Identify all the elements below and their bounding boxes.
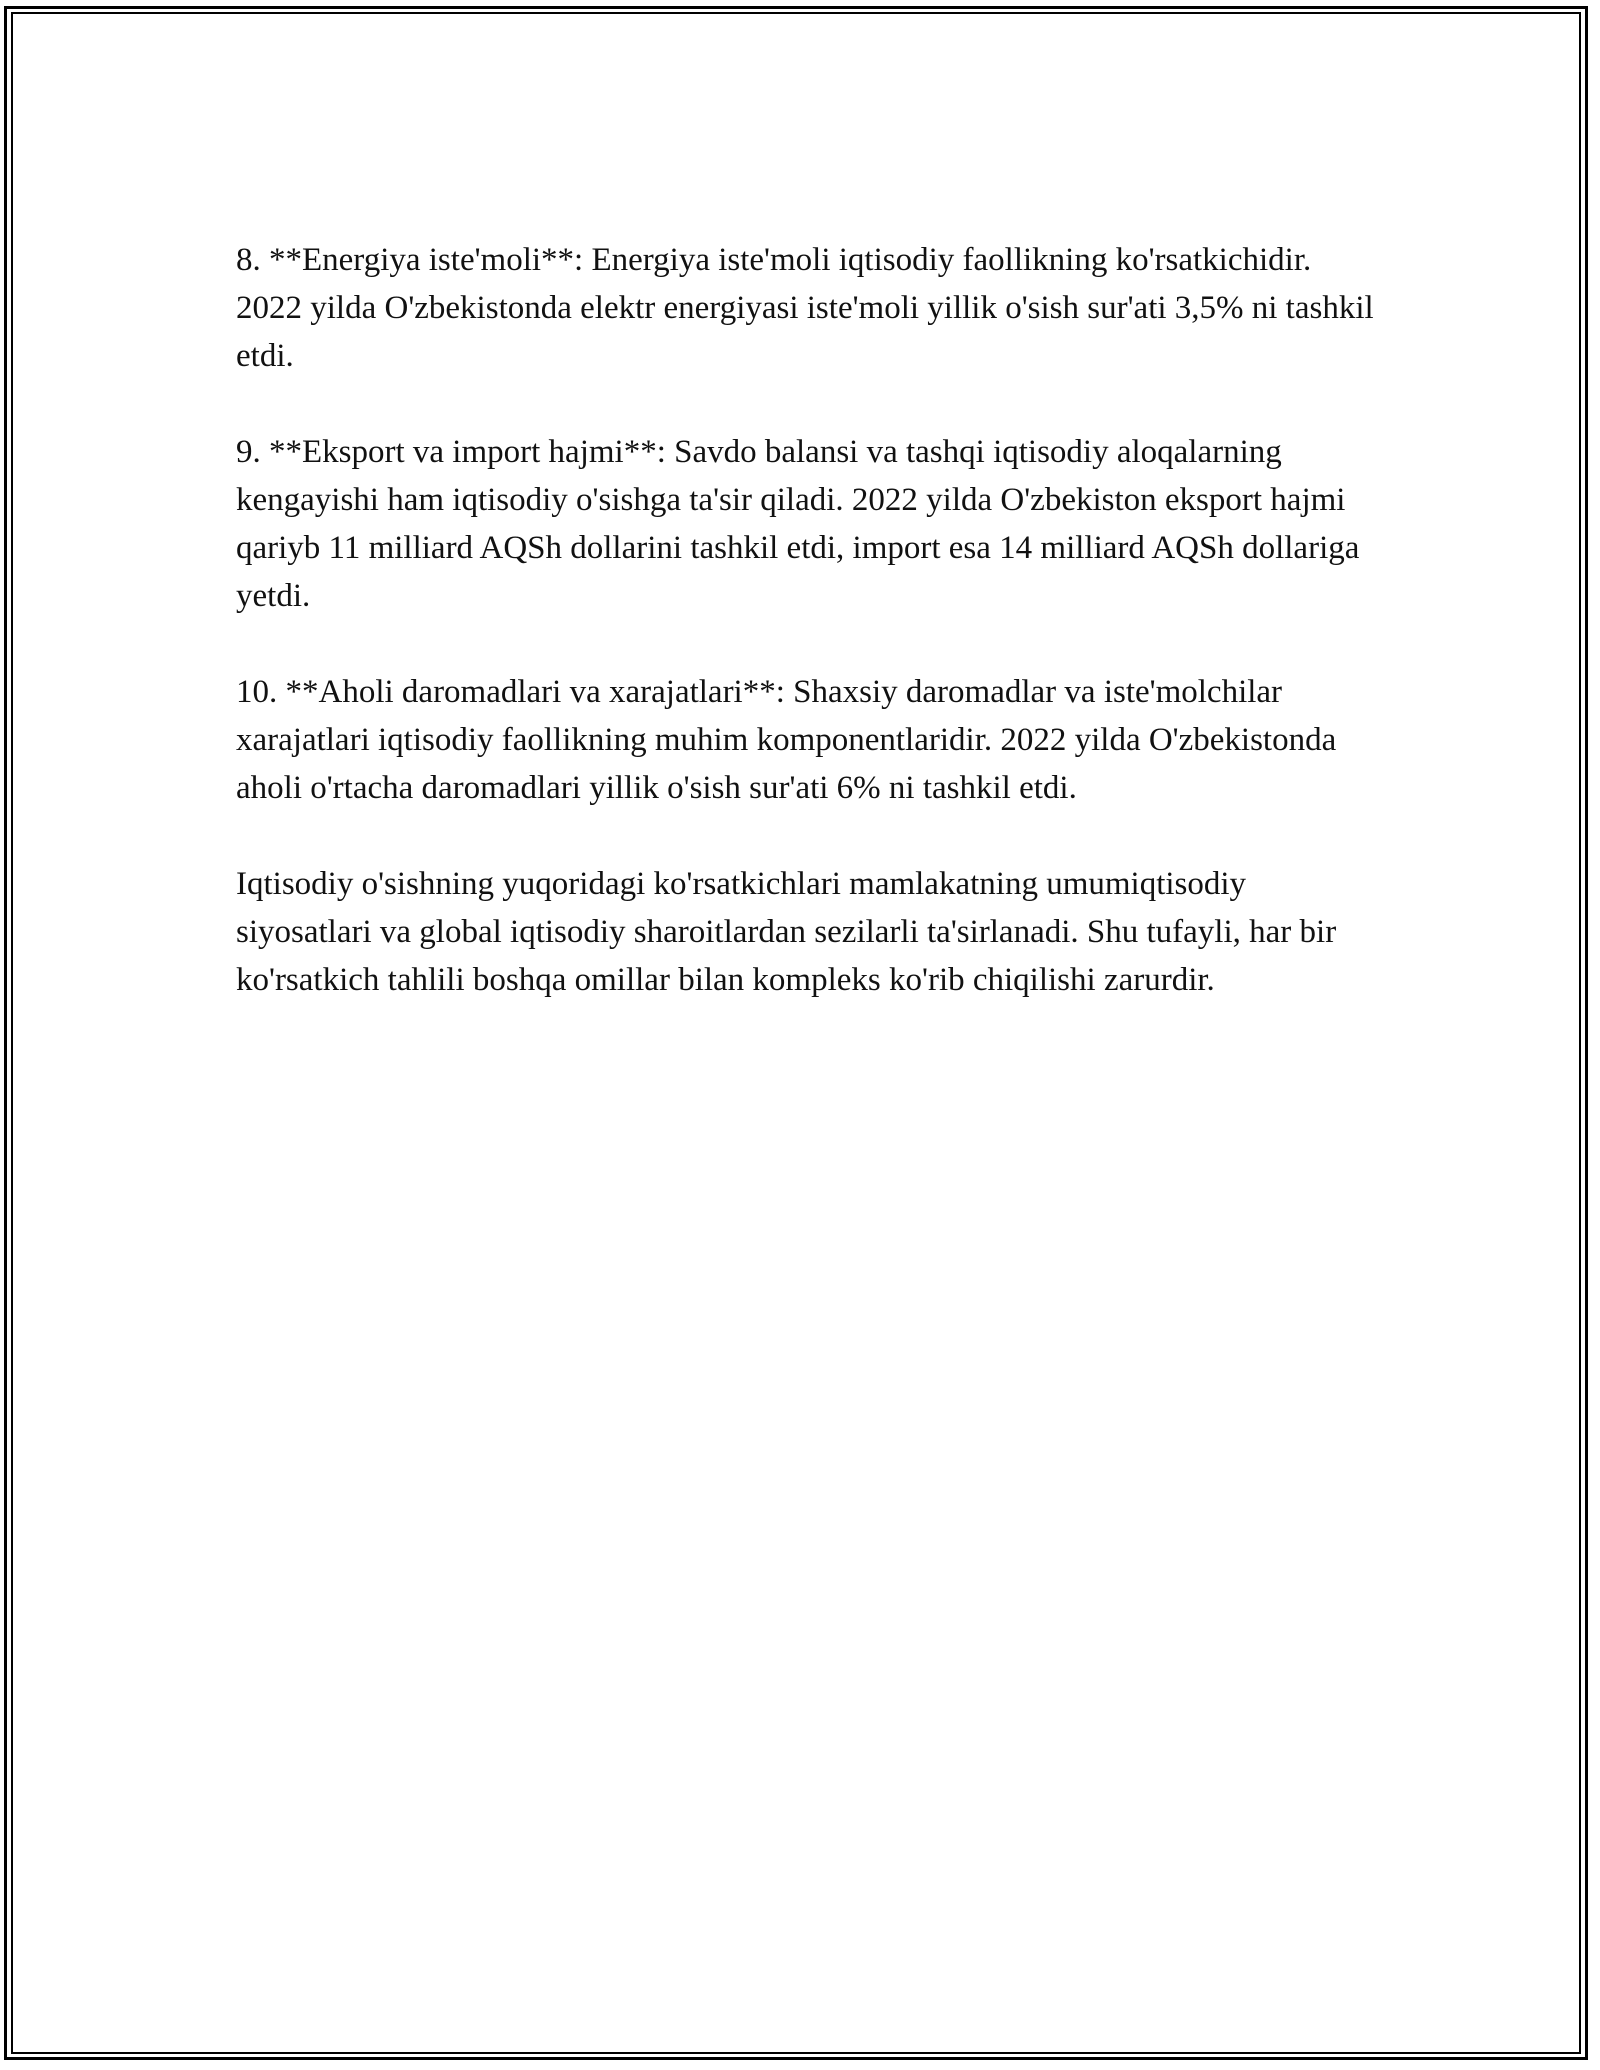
paragraph-export-import: 9. **Eksport va import hajmi**: Savdo balansi va tashqi iqtisodiy aloqalarning kengayishi ham iqtisodiy o'sishga ta'sir qiladi. 2022 yilda O'zbekiston eksport hajmi qariyb 11 milliard AQSh dollarini tashkil etdi, import esa 14 milliard AQSh dollariga yetdi. <box>236 434 1360 614</box>
document-body <box>236 236 1376 1052</box>
paragraph-energy-consumption: 8. **Energiya iste'moli**: Energiya iste'moli iqtisodiy faollikning ko'rsatkichidir. 2022 yilda O'zbekistonda elektr energiyasi iste'moli yillik o'sish sur'ati 3,5% ni tashkil etdi. <box>236 242 1374 374</box>
paragraph-conclusion: Iqtisodiy o'sishning yuqoridagi ko'rsatkichlari mamlakatning umumiqtisodiy siyosatlari va global iqtisodiy sharoitlardan sezilarli ta'sirlanadi. Shu tufayli, har bir ko'rsatkich tahlili boshqa omillar bilan kompleks ko'rib chiqilishi zarurdir. <box>236 866 1337 998</box>
paragraph-household-income: 10. **Aholi daromadlari va xarajatlari**: Shaxsiy daromadlar va iste'molchilar xarajatlari iqtisodiy faollikning muhim komponentlaridir. 2022 yilda O'zbekistonda aholi o'rtacha daromadlari yillik o'sish sur'ati 6% ni tashkil etdi. <box>236 674 1337 806</box>
